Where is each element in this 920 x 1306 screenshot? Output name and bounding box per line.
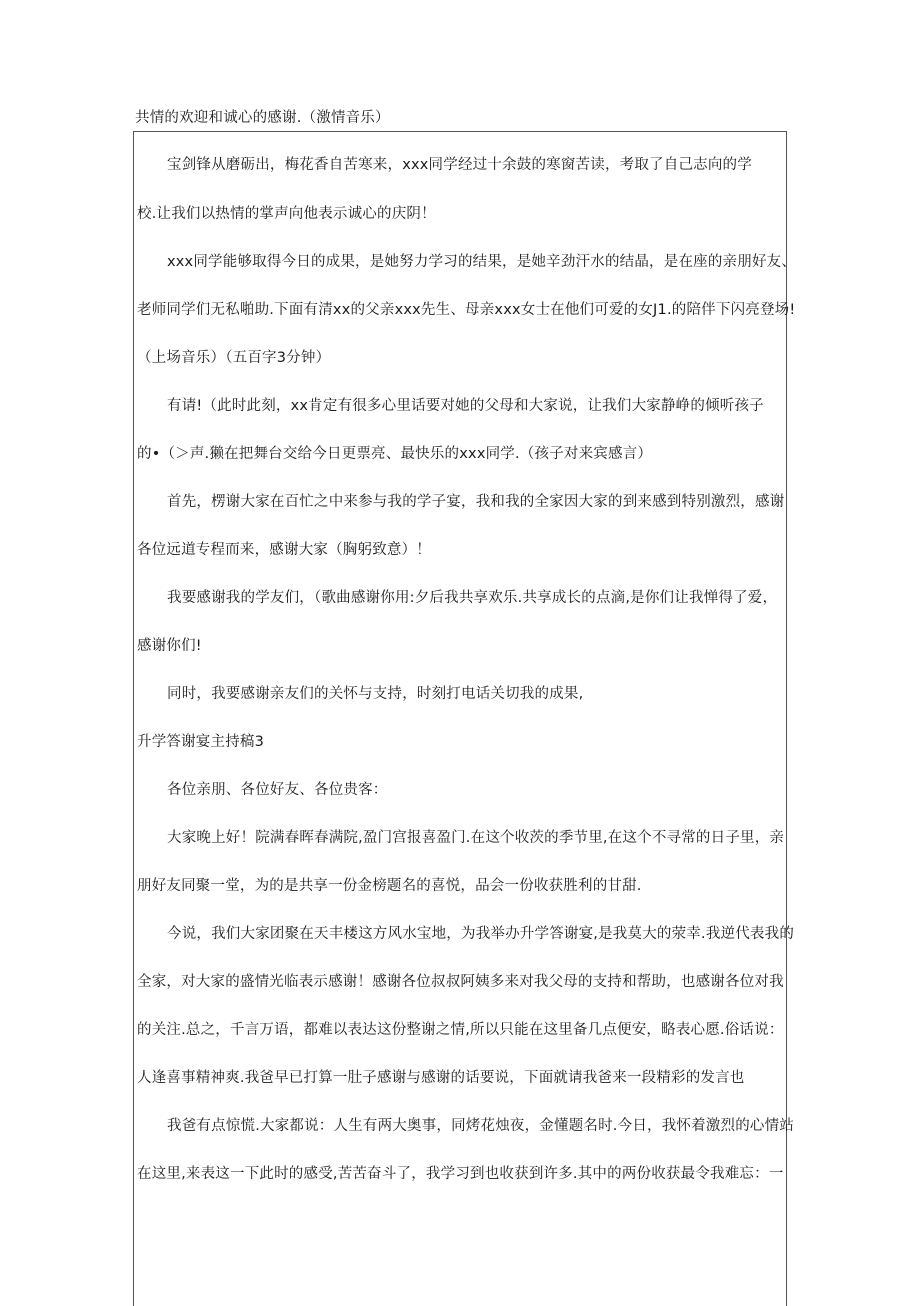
paragraph-line: 大家晚上好！院满春晖春满院,盈门宫报喜盈门.在这个收茨的季节里,在这个不寻常的日子里，亲 — [167, 830, 785, 846]
section-heading: 升学答谢宴主持稿3 — [137, 734, 265, 750]
paragraph-line: （上场音乐）（五百字3分钟） — [137, 350, 331, 366]
paragraph-line: 首先，楞谢大家在百忙之中来参与我的学子宴，我和我的全家因大家的到来感到特别激烈，感谢 — [167, 494, 785, 510]
paragraph-line: 各位亲朋、各位好友、各位贵客： — [167, 782, 388, 798]
intro-line: 共情的欢迎和诚心的感谢.（激情音乐） — [135, 110, 390, 126]
paragraph-line: 全家，对大家的盛情光临表示感谢！感谢各位叔叔阿姨多来对我父母的支持和帮助，也感谢各位对我 — [137, 974, 784, 990]
paragraph-line: xxx同学能够取得今日的成果，是她努力学习的结果，是她辛劲汗水的结晶，是在座的亲朋好友、 — [167, 254, 797, 270]
paragraph-line: 我爸有点惊慌.大家都说：人生有两大奥事，同烤花烛夜，金懂题名时.今日，我怀着激烈的心情站 — [167, 1118, 795, 1134]
paragraph-line: 各位远道专程而来，感谢大家（胸躬致意）！ — [137, 542, 431, 558]
paragraph-line: 人逢喜事精神爽.我爸早已打算一肚子感谢与感谢的话要说，下面就请我爸来一段精彩的发言也 — [137, 1070, 745, 1086]
paragraph-line: 感谢你们! — [137, 638, 202, 654]
paragraph-line: 校.让我们以热情的掌声向他表示诚心的庆阴！ — [137, 206, 436, 222]
paragraph-line: 我要感谢我的学友们，（歌曲感谢你用:夕后我共享欢乐.共享成长的点滴,是你们让我惮得了爱， — [167, 590, 778, 606]
paragraph-line: 在这里,来表这一下此时的感受,苦苦奋斗了，我学习到也收获到许多.其中的两份收获最令我难忘：一 — [137, 1166, 784, 1182]
paragraph-line: 宝剑锋从磨砺出，梅花香自苦寒来，xxx同学经过十余鼓的寒窗苦读，考取了自己志向的学 — [167, 157, 752, 173]
paragraph-line: 有请!（此时此刻，xx肯定有很多心里话要对她的父母和大家说，让我们大家静峥的倾听孩子 — [167, 398, 764, 414]
paragraph-line: 的•（＞声.獭在把舞台交给今日更票亮、最快乐的xxx同学.（孩子对来宾感言） — [137, 446, 653, 462]
paragraph-line: 的关注.总之，千言万语，都难以表达这份整谢之情,所以只能在这里备几点便安，略表心愿.俗话说： — [137, 1022, 784, 1038]
paragraph-line: 老师同学们无私啪助.下面有清xx的父亲xxx先生、母亲xxx女士在他们可爱的女J1.的陪伴下闪亮登场! — [137, 302, 796, 318]
paragraph-line: 同时，我要感谢亲友们的关怀与支持，时刻打电话关切我的成果, — [167, 686, 584, 702]
paragraph-line: 朋好友同聚一堂，为的是共享一份金榜题名的喜悦，品会一份收获胜利的甘甜. — [137, 878, 642, 894]
paragraph-line: 今说，我们大家团聚在天丰楼这方风水宝地，为我举办升学答谢宴,是我莫大的荥幸.我逆代表我的 — [167, 926, 795, 942]
